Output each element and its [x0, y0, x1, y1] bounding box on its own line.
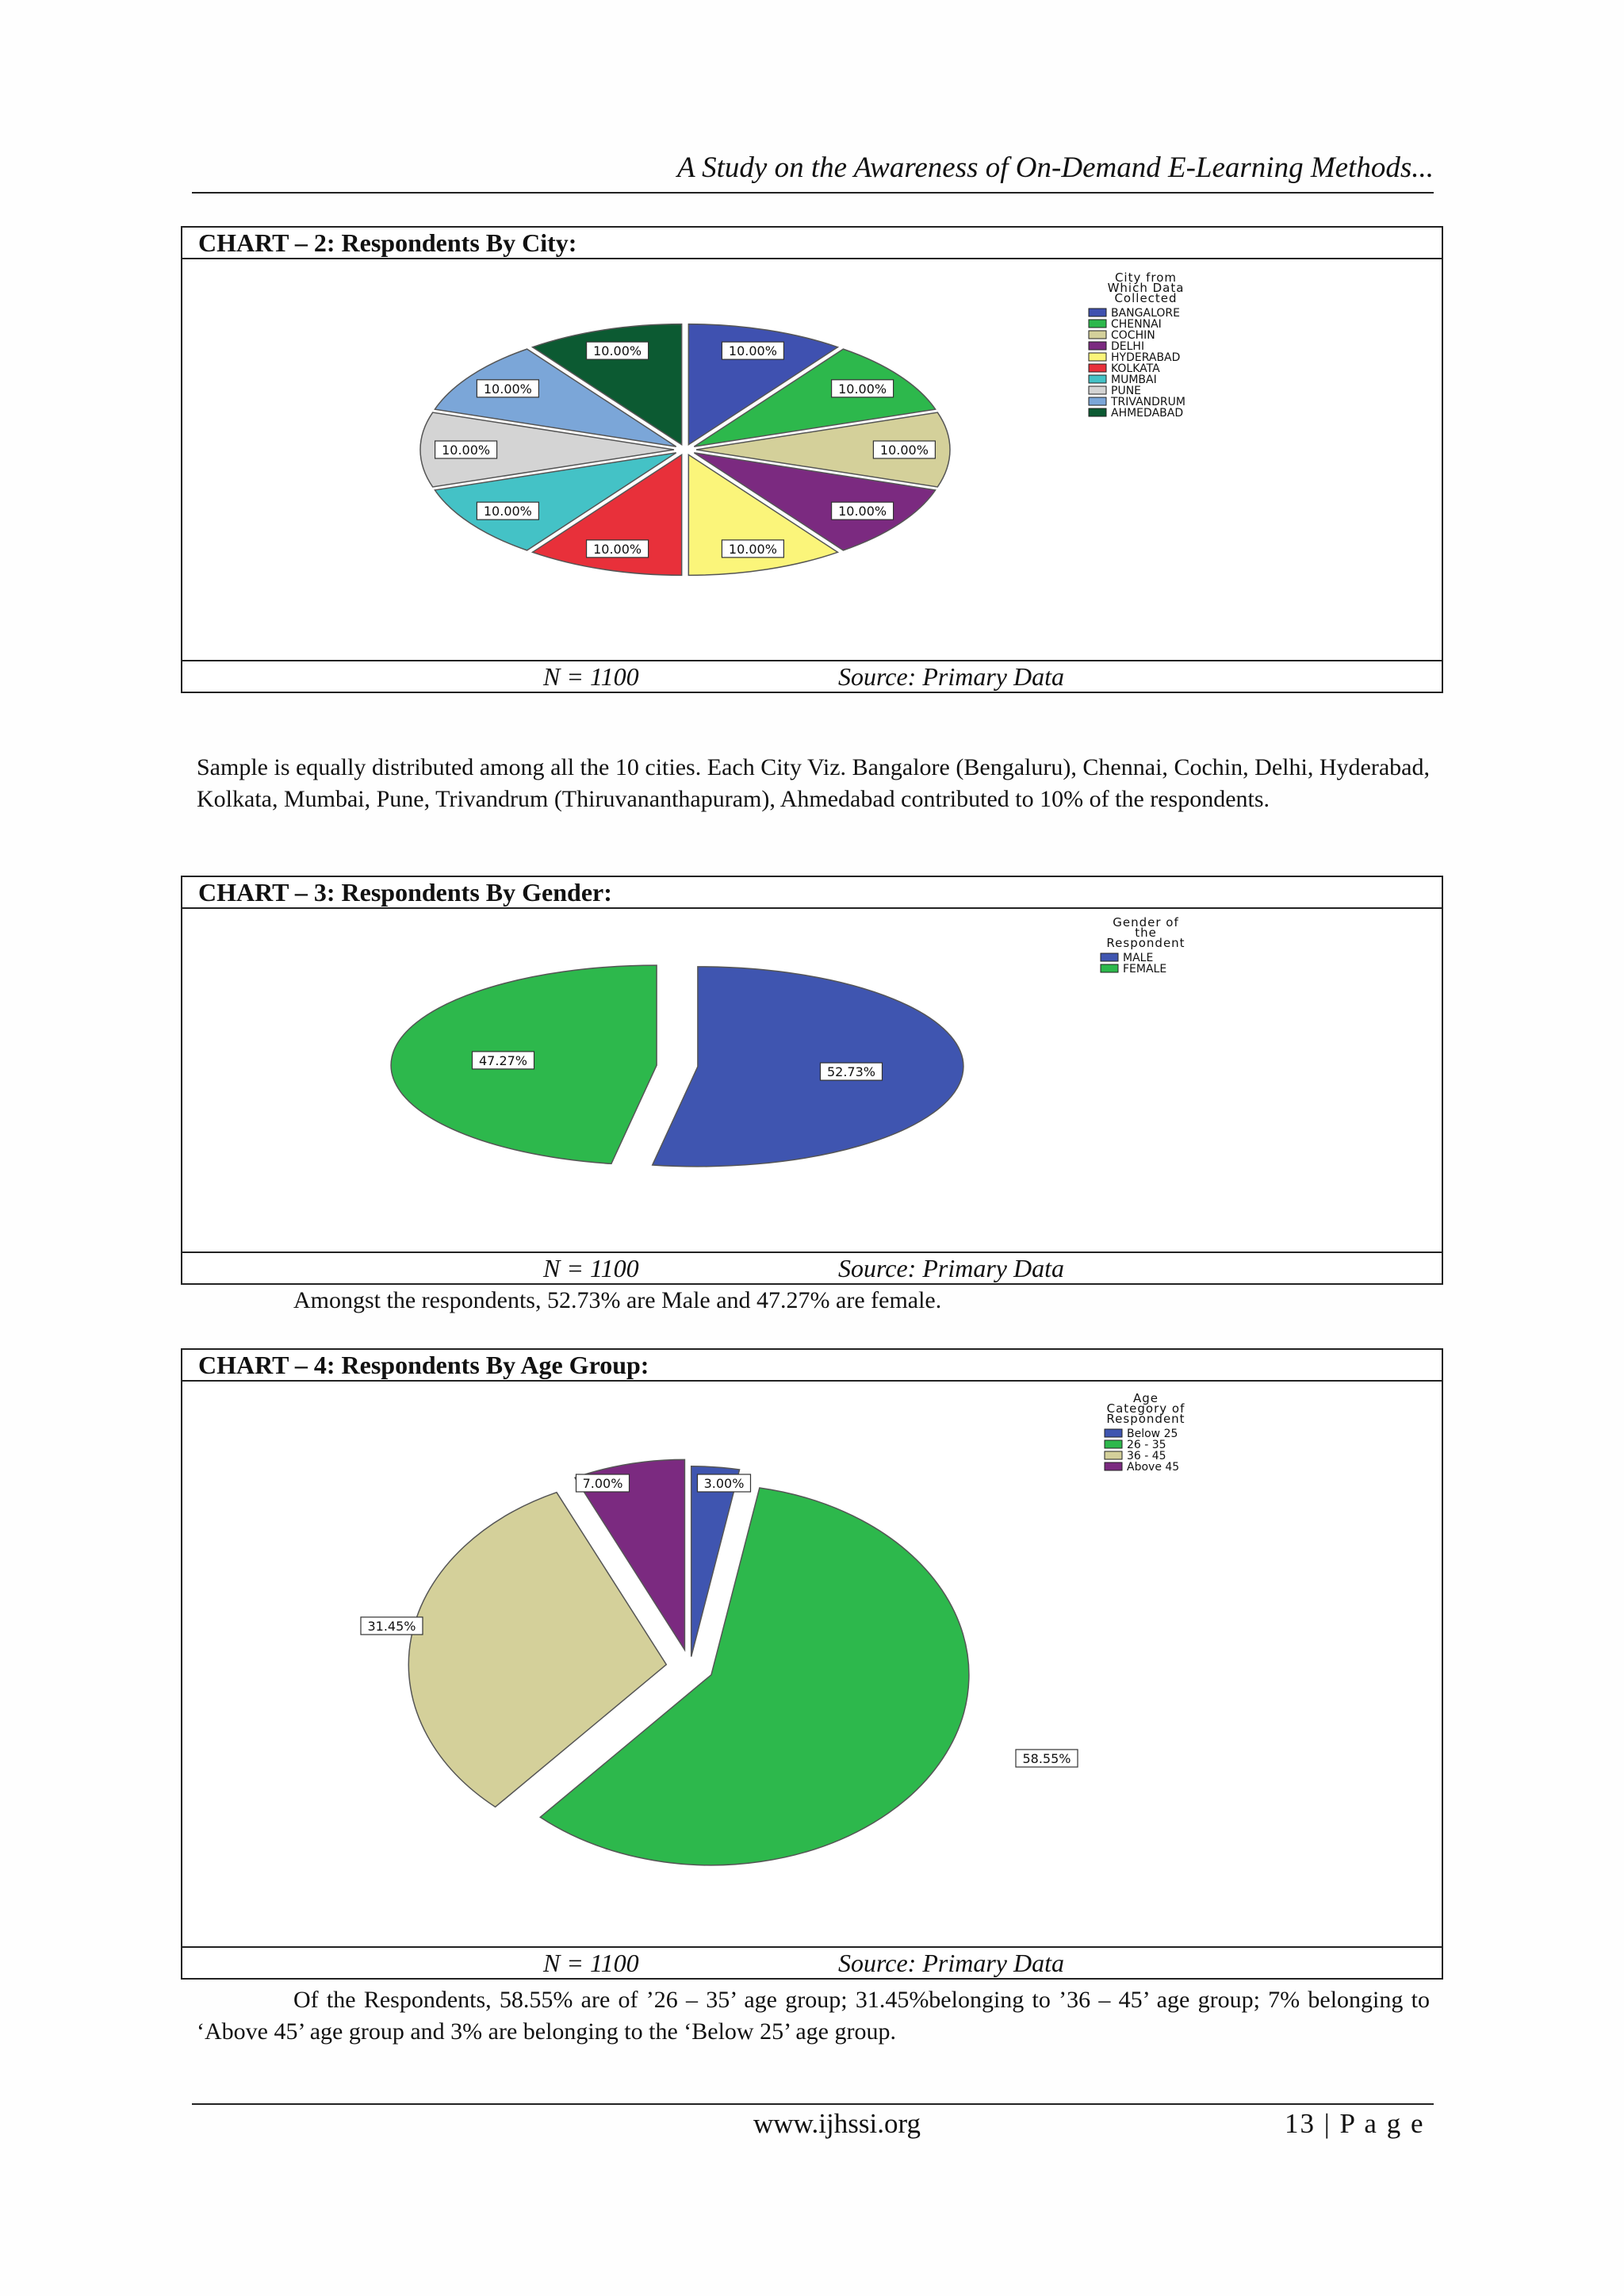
legend-swatch-below-25: [1105, 1429, 1122, 1437]
legend-title: Collected: [1114, 291, 1178, 305]
data-label-kolkata: [587, 540, 649, 558]
legend-entry-above-45: Above 45: [1127, 1461, 1180, 1474]
chart-footer: [182, 1948, 1442, 1978]
data-label-bangalore: [722, 342, 783, 359]
svg-text:10.00%: 10.00%: [442, 443, 491, 458]
svg-text:10.00%: 10.00%: [593, 541, 642, 557]
legend-entry-male: MALE: [1123, 952, 1154, 964]
legend-title: Which Data: [1107, 281, 1185, 295]
legend-title: Category of: [1106, 1401, 1185, 1416]
data-label-chennai: [832, 380, 894, 397]
legend-entry-trivandrum: TRIVANDRUM: [1111, 396, 1185, 408]
legend-swatch-ahmedabad: [1089, 408, 1106, 416]
legend-swatch-36-45: [1105, 1451, 1122, 1459]
svg-text:10.00%: 10.00%: [838, 504, 887, 519]
data-label-hyderabad: [722, 540, 783, 558]
data-label-ahmedabad: [587, 342, 649, 359]
svg-text:31.45%: 31.45%: [367, 1619, 416, 1634]
data-source: Source: Primary Data: [838, 662, 1064, 691]
legend-entry-female: FEMALE: [1123, 963, 1167, 976]
svg-text:3.00%: 3.00%: [703, 1476, 745, 1491]
sample-size: N = 1100: [543, 1254, 639, 1282]
legend-swatch-delhi: [1089, 342, 1106, 350]
chart-caption: CHART – 4: Respondents By Age Group:: [182, 1350, 1442, 1382]
chart-caption: CHART – 3: Respondents By Gender:: [182, 877, 1442, 909]
legend-swatch-26-35: [1105, 1440, 1122, 1448]
city-paragraph: Sample is equally distributed among all the 10 cities. Each City Viz. Bangalore (Bengaluru), Chennai, Cochin, Delhi, Hyderabad, Kolkata, Mumbai, Pune, Trivandrum (Thiruvananthapuram), Ahmedabad contributed to 10% of the respondents.: [197, 754, 1430, 812]
city-pie-chart: [182, 259, 1442, 660]
age-paragraph: Of the Respondents, 58.55% are of ’26 – 35’ age group; 31.45%belonging to ’36 – 45’ age group; 7% belonging to ‘Above 45’ age group and 3% are belonging to the ‘Below 25’ age group.: [197, 1987, 1430, 2045]
chart-footer: [182, 661, 1442, 692]
legend-swatch-trivandrum: [1089, 397, 1106, 405]
chart-2-box: [181, 226, 1443, 693]
age-pie-chart: [182, 1382, 1442, 1946]
data-label-male: [820, 1063, 882, 1080]
data-source: Source: Primary Data: [838, 1949, 1064, 1977]
svg-text:10.00%: 10.00%: [728, 541, 777, 557]
legend-swatch-kolkata: [1089, 364, 1106, 372]
chart-caption: CHART – 2: Respondents By City:: [182, 228, 1442, 259]
svg-text:10.00%: 10.00%: [879, 443, 929, 458]
legend-swatch-chennai: [1089, 320, 1106, 328]
legend-title: Gender of: [1113, 915, 1179, 930]
sample-size: N = 1100: [543, 1949, 639, 1977]
data-label-below-25: [698, 1474, 751, 1492]
svg-text:52.73%: 52.73%: [826, 1064, 875, 1080]
svg-text:10.00%: 10.00%: [728, 343, 777, 359]
data-label-delhi: [832, 502, 894, 519]
pie-slices: [420, 324, 950, 576]
legend-swatch-above-45: [1105, 1462, 1122, 1470]
legend-entry-kolkata: KOLKATA: [1111, 362, 1160, 375]
legend-swatch-mumbai: [1089, 375, 1106, 383]
legend-entry-hyderabad: HYDERABAD: [1111, 351, 1181, 364]
svg-text:7.00%: 7.00%: [582, 1476, 623, 1491]
legend-entry-delhi: DELHI: [1111, 340, 1145, 353]
legend-swatch-bangalore: [1089, 309, 1106, 316]
legend-entry-below-25: Below 25: [1127, 1428, 1178, 1440]
legend-entry-36-45: 36 - 45: [1127, 1450, 1166, 1462]
legend-entry-cochin: COCHIN: [1111, 329, 1155, 342]
sample-size: N = 1100: [543, 662, 639, 691]
data-label-mumbai: [477, 502, 538, 519]
legend: [1101, 915, 1185, 976]
legend-swatch-pune: [1089, 386, 1106, 394]
legend-entry-chennai: CHENNAI: [1111, 318, 1162, 331]
svg-text:10.00%: 10.00%: [483, 504, 532, 519]
legend-entry-26-35: 26 - 35: [1127, 1439, 1166, 1451]
chart-3-area: [182, 909, 1442, 1253]
data-label-36-45: [361, 1617, 423, 1635]
svg-text:10.00%: 10.00%: [838, 381, 887, 397]
data-label-pune: [435, 441, 497, 458]
svg-text:47.27%: 47.27%: [479, 1052, 528, 1068]
svg-text:10.00%: 10.00%: [593, 343, 642, 359]
svg-text:10.00%: 10.00%: [483, 381, 532, 397]
chart-3-box: [181, 876, 1443, 1285]
legend-entry-mumbai: MUMBAI: [1111, 374, 1157, 386]
footer-rule: [192, 2103, 1434, 2105]
pie-slices: [408, 1459, 969, 1865]
data-label-cochin: [873, 441, 935, 458]
chart-4-box: [181, 1348, 1443, 1980]
legend-entry-bangalore: BANGALORE: [1111, 307, 1180, 320]
legend-title: Respondent: [1106, 936, 1185, 950]
gender-paragraph: Amongst the respondents, 52.73% are Male and 47.27% are female.: [293, 1287, 942, 1313]
data-label-above-45: [576, 1474, 630, 1492]
data-label-trivandrum: [477, 380, 538, 397]
chart-footer: [182, 1253, 1442, 1283]
legend-swatch-hyderabad: [1089, 353, 1106, 361]
legend-title: Age: [1132, 1391, 1159, 1405]
header-rule: [192, 192, 1434, 194]
slice-male: [653, 967, 963, 1167]
legend: [1089, 270, 1185, 420]
legend-title: the: [1135, 926, 1157, 940]
legend: [1105, 1391, 1185, 1474]
data-source: Source: Primary Data: [838, 1254, 1064, 1282]
data-label-26-35: [1016, 1750, 1078, 1767]
legend-swatch-female: [1101, 964, 1118, 972]
page-number: 13 | P a g e: [1285, 2108, 1425, 2139]
chart-4-area: [182, 1382, 1442, 1948]
legend-entry-pune: PUNE: [1111, 385, 1142, 397]
chart-2-area: [182, 259, 1442, 661]
legend-swatch-cochin: [1089, 331, 1106, 339]
legend-swatch-male: [1101, 953, 1118, 961]
svg-text:58.55%: 58.55%: [1022, 1751, 1071, 1766]
legend-entry-ahmedabad: AHMEDABAD: [1111, 407, 1184, 420]
gender-pie-chart: [182, 909, 1442, 1251]
legend-title: City from: [1114, 270, 1178, 285]
legend-title: Respondent: [1106, 1412, 1185, 1426]
data-label-female: [473, 1052, 534, 1069]
running-title: A Study on the Awareness of On-Demand E-Learning Methods...: [676, 151, 1434, 184]
footer-url: www.ijhssi.org: [753, 2108, 921, 2139]
